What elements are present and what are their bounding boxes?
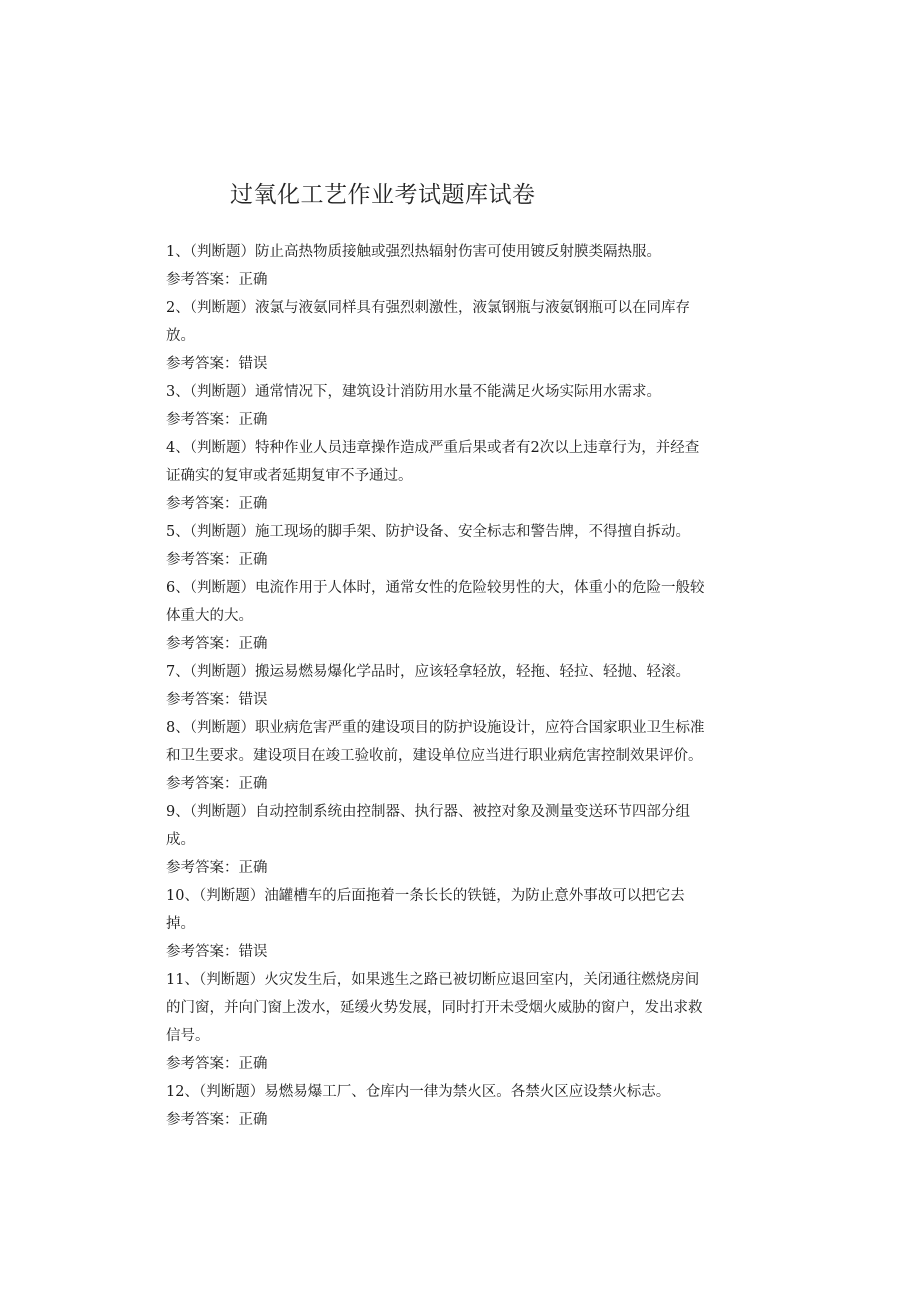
question-list — [166, 238, 751, 1134]
question-text-line: 体重大的大。 — [166, 608, 253, 624]
answer-line: 参考答案：错误 — [166, 356, 268, 372]
question-item — [166, 238, 751, 294]
question-item — [166, 658, 751, 714]
question-text-line: 3、（判断题）通常情况下，建筑设计消防用水量不能满足火场实际用水需求。 — [166, 384, 661, 400]
answer-line: 参考答案：正确 — [166, 636, 268, 652]
question-item — [166, 378, 751, 434]
question-text-line: 9、（判断题）自动控制系统由控制器、执行器、被控对象及测量变送环节四部分组 — [166, 804, 690, 820]
question-text-line: 8、（判断题）职业病危害严重的建设项目的防护设施设计，应符合国家职业卫生标准 — [166, 720, 705, 736]
question-item — [166, 1078, 751, 1134]
question-text-line: 放。 — [166, 328, 195, 344]
answer-line: 参考答案：正确 — [166, 496, 268, 512]
question-item — [166, 434, 751, 518]
question-text-line: 11、（判断题）火灾发生后，如果逃生之路已被切断应退回室内，关闭通往燃烧房间 — [166, 972, 700, 988]
answer-line: 参考答案：正确 — [166, 412, 268, 428]
answer-line: 参考答案：正确 — [166, 1112, 268, 1128]
answer-line: 参考答案：正确 — [166, 272, 268, 288]
answer-line: 参考答案：正确 — [166, 552, 268, 568]
question-text-line: 10、（判断题）油罐槽车的后面拖着一条长长的铁链，为防止意外事故可以把它去 — [166, 888, 685, 904]
question-text-line: 5、（判断题）施工现场的脚手架、防护设备、安全标志和警告牌，不得擅自拆动。 — [166, 524, 690, 540]
question-text-line: 和卫生要求。建设项目在竣工验收前，建设单位应当进行职业病危害控制效果评价。 — [166, 748, 703, 764]
question-text-line: 7、（判断题）搬运易燃易爆化学品时，应该轻拿轻放，轻拖、轻拉、轻抛、轻滚。 — [166, 664, 690, 680]
question-item — [166, 294, 751, 378]
document-title: 过氧化工艺作业考试题库试卷 — [230, 182, 536, 208]
question-text-line: 12、（判断题）易燃易爆工厂、仓库内一律为禁火区。各禁火区应设禁火标志。 — [166, 1084, 671, 1100]
question-text-line: 证确实的复审或者延期复审不予通过。 — [166, 468, 413, 484]
question-text-line: 掉。 — [166, 916, 195, 932]
question-text-line: 成。 — [166, 832, 195, 848]
question-item — [166, 714, 751, 798]
question-text-line: 6、（判断题）电流作用于人体时，通常女性的危险较男性的大，体重小的危险一般较 — [166, 580, 705, 596]
answer-line: 参考答案：错误 — [166, 692, 268, 708]
question-text-line: 1、（判断题）防止高热物质接触或强烈热辐射伤害可使用镀反射膜类隔热服。 — [166, 244, 661, 260]
answer-line: 参考答案：正确 — [166, 776, 268, 792]
question-item — [166, 882, 751, 966]
answer-line: 参考答案：正确 — [166, 1056, 268, 1072]
question-item — [166, 798, 751, 882]
question-item — [166, 966, 751, 1078]
question-item — [166, 518, 751, 574]
question-text-line: 4、（判断题）特种作业人员违章操作造成严重后果或者有2次以上违章行为，并经查 — [166, 440, 700, 456]
question-text-line: 信号。 — [166, 1028, 210, 1044]
question-text-line: 2、（判断题）液氯与液氨同样具有强烈刺激性，液氯钢瓶与液氨钢瓶可以在同库存 — [166, 300, 690, 316]
answer-line: 参考答案：错误 — [166, 944, 268, 960]
answer-line: 参考答案：正确 — [166, 860, 268, 876]
question-text-line: 的门窗，并向门窗上泼水，延缓火势发展，同时打开未受烟火威胁的窗户，发出求救 — [166, 1000, 703, 1016]
question-item — [166, 574, 751, 658]
